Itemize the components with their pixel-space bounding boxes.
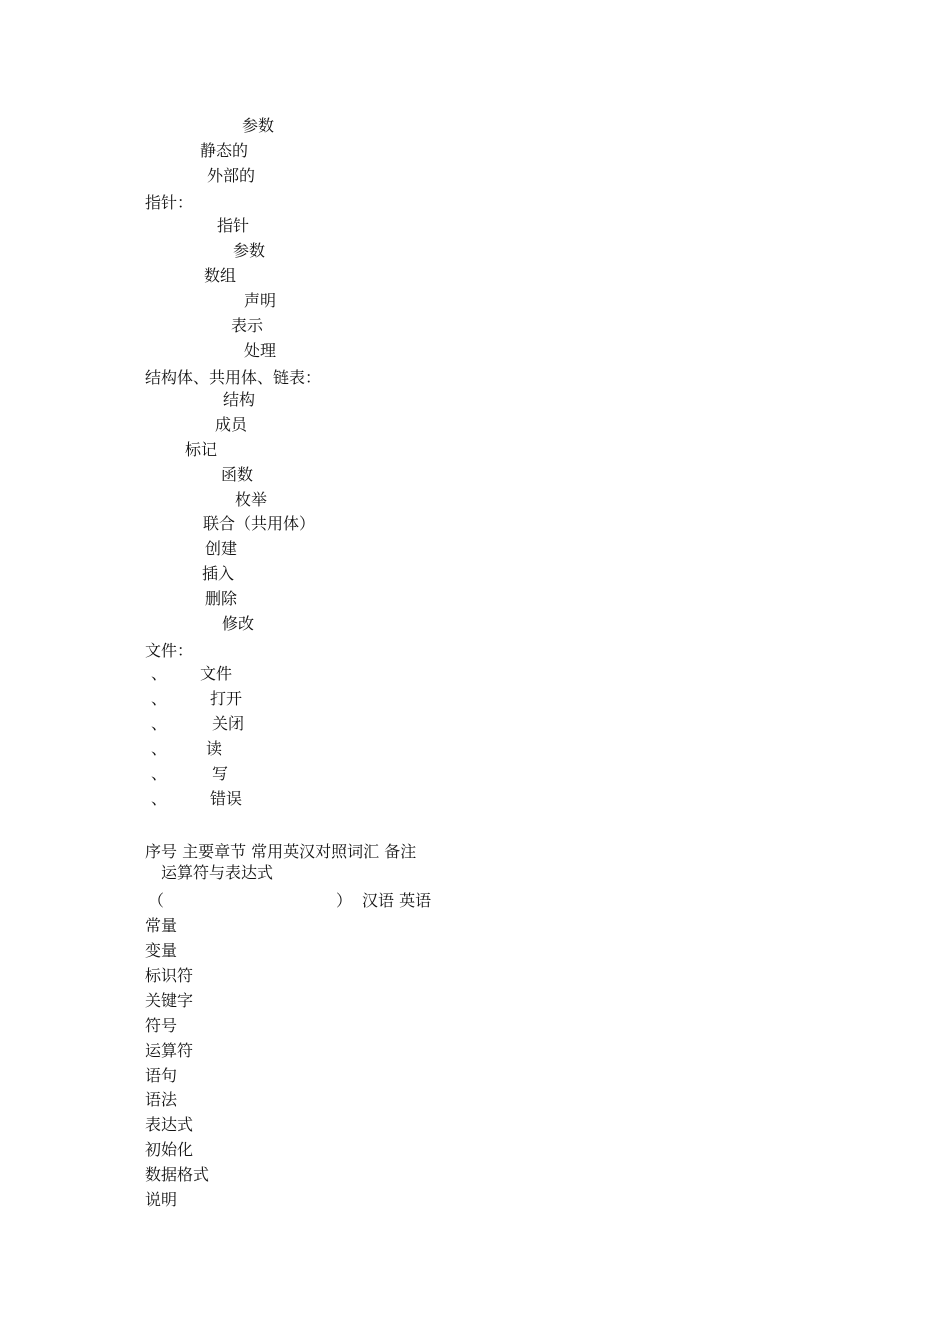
- list-bullet: 、: [151, 664, 168, 683]
- section-heading-struct: 结构体、共用体、链表：: [145, 368, 322, 387]
- term-item: 成员: [215, 415, 248, 434]
- vocab-term: 初始化: [145, 1140, 194, 1159]
- vocab-term: 表达式: [145, 1115, 194, 1134]
- term-item: 打开: [210, 689, 243, 708]
- section-heading-pointer: 指针：: [145, 193, 194, 212]
- list-bullet: 、: [151, 789, 168, 808]
- term-item: 指针: [217, 216, 250, 235]
- vocab-term: 符号: [145, 1016, 178, 1035]
- list-bullet: 、: [151, 739, 168, 758]
- term-item: 联合（共用体）: [203, 514, 316, 533]
- section-heading-file: 文件：: [145, 641, 194, 660]
- paren-open: （: [148, 891, 165, 910]
- term-item: 插入: [202, 564, 235, 583]
- vocab-term: 语法: [145, 1090, 178, 1109]
- term-item: 静态的: [200, 141, 249, 160]
- term-item: 标记: [185, 440, 218, 459]
- vocab-term: 说明: [145, 1190, 178, 1209]
- vocab-term: 关键字: [145, 991, 194, 1010]
- term-item: 参数: [233, 241, 266, 260]
- table-header: 序号 主要章节 常用英汉对照词汇 备注: [145, 842, 417, 861]
- term-item: 函数: [221, 465, 254, 484]
- list-bullet: 、: [151, 764, 168, 783]
- term-item: 结构: [223, 390, 256, 409]
- language-labels: 汉语 英语: [362, 891, 432, 910]
- term-item: 外部的: [207, 166, 256, 185]
- term-item: 写: [212, 764, 229, 783]
- vocab-term: 运算符: [145, 1041, 194, 1060]
- term-item: 删除: [205, 589, 238, 608]
- term-item: 声明: [244, 291, 277, 310]
- term-item: 枚举: [235, 490, 268, 509]
- vocab-term: 常量: [145, 916, 178, 935]
- term-item: 文件: [200, 664, 233, 683]
- term-item: 关闭: [212, 714, 245, 733]
- vocab-term: 变量: [145, 941, 178, 960]
- term-item: 读: [206, 739, 223, 758]
- vocab-term: 标识符: [145, 966, 194, 985]
- term-item: 处理: [244, 341, 277, 360]
- paren-close: ）: [336, 891, 353, 910]
- vocab-term: 数据格式: [145, 1165, 210, 1184]
- chapter-title: 运算符与表达式: [161, 863, 274, 882]
- term-item: 表示: [231, 316, 264, 335]
- term-item: 修改: [222, 614, 255, 633]
- vocab-term: 语句: [145, 1066, 178, 1085]
- term-item: 数组: [204, 266, 237, 285]
- term-item: 参数: [242, 116, 275, 135]
- list-bullet: 、: [151, 689, 168, 708]
- term-item: 创建: [205, 539, 238, 558]
- list-bullet: 、: [151, 714, 168, 733]
- term-item: 错误: [210, 789, 243, 808]
